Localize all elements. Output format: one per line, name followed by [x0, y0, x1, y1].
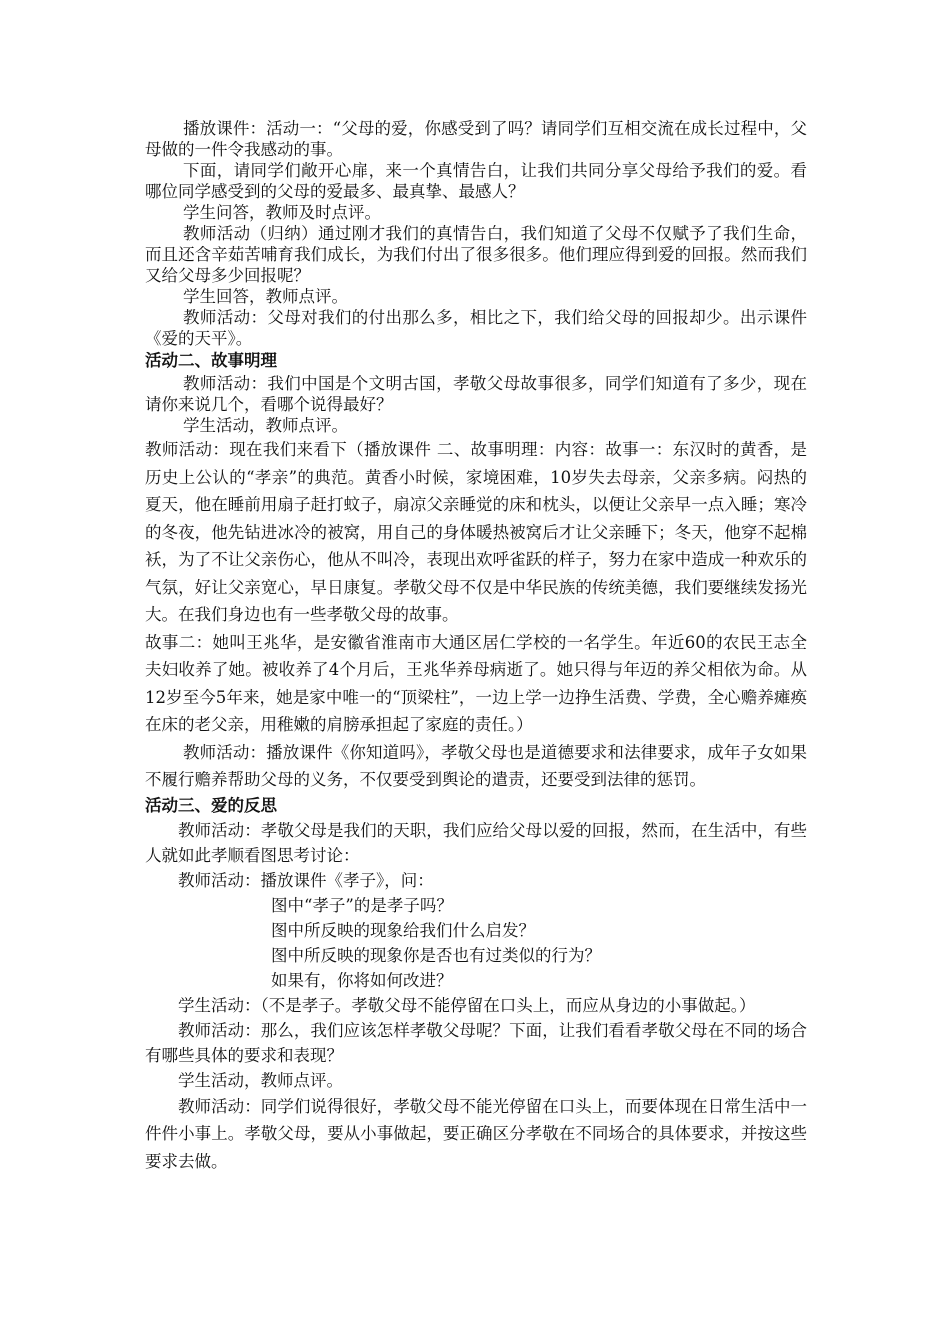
paragraph-story-one: 教师活动：现在我们来看下（播放课件 二、故事明理：内容：故事一：东汉时的黄香，是历史上公认的“孝亲”的典范。黄香小时候，家境困难，10岁失去母亲，父亲多病。闷热的夏天，他在睡前用扇子赶打蚊子，扇凉父亲睡觉的床和枕头，以便让父亲早一点入睡；寒冷的冬夜，他先钻进冰冷的被窝，用自己的身体暖热被窝后才让父亲睡下；冬天，他穿不起棉袄，为了不让父亲伤心，他从不叫冷，表现出欢呼雀跃的样子，努力在家中造成一种欢乐的气氛，好让父亲宽心，早日康复。孝敬父母不仅是中华民族的传统美德，我们要继续发扬光大。在我们身边也有一些孝敬父母的故事。	[145, 440, 807, 624]
paragraph-filial-stories-intro: 教师活动：我们中国是个文明古国，孝敬父母故事很多，同学们知道有了多少，现在请你来说几个，看哪个说得最好？	[145, 374, 807, 414]
paragraph-filial-son-courseware: 教师活动：播放课件《孝子》，问：	[178, 870, 434, 890]
paragraph-final-summary: 教师活动：同学们说得很好，孝敬父母不能光停留在口头上，而要体现在日常生活中一件件小事上。孝敬父母，要从小事做起，要正确区分孝敬在不同场合的具体要求，并按这些要求去做。	[145, 1096, 807, 1171]
paragraph-do-you-know: 教师活动：播放课件《你知道吗》，孝敬父母也是道德要求和法律要求，成年子女如果不履行赡养帮助父母的义务，不仅要受到舆论的遣责，还要受到法律的惩罚。	[145, 742, 807, 789]
paragraph-reflection-intro: 教师活动：孝敬父母是我们的天职，我们应给父母以爱的回报，然而，在生活中，有些人就如此孝顺看图思考讨论：	[145, 820, 807, 865]
paragraph-student-activity: 学生活动，教师点评。	[182, 416, 348, 435]
paragraph-story-two: 故事二：她叫王兆华，是安徽省淮南市大通区居仁学校的一名学生。年近60的农民王志全夫妇收养了她。被收养了4个月后，王兆华养母病逝了。她只得与年迈的养父相依为命。从12岁至今5年来，她是家中唯一的“顶梁柱”，一边上学一边挣生活费、学费，全心赡养瘫痪在床的老父亲，用稚嫩的肩膀承担起了家庭的责任。）	[145, 632, 807, 734]
paragraph-student-conclusion: 学生活动：（不是孝子。孝敬父母不能停留在口头上，而应从身边的小事做起。）	[178, 995, 756, 1015]
question-item: 图中所反映的现象给我们什么启发？	[271, 920, 535, 940]
question-item: 如果有，你将如何改进？	[271, 970, 453, 990]
section-heading-activity-two: 活动二、故事明理	[145, 351, 277, 370]
question-item: 图中所反映的现象你是否也有过类似的行为？	[271, 945, 601, 965]
paragraph-courseware-activity-one: 播放课件：活动一：“父母的爱，你感受到了吗？请同学们互相交流在成长过程中，父母做的一件令我感动的事。	[145, 119, 807, 159]
section-heading-activity-three: 活动三、爱的反思	[145, 795, 277, 815]
paragraph-balance-of-love: 教师活动：父母对我们的付出那么多，相比之下，我们给父母的回报却少。出示课件《爱的天平》。	[145, 308, 807, 348]
question-item: 图中“孝子”的是孝子吗？	[271, 895, 453, 915]
paragraph-how-to-respect-parents: 教师活动：那么，我们应该怎样孝敬父母呢？下面，让我们看看孝敬父母在不同的场合有哪些具体的要求和表现？	[145, 1020, 807, 1065]
paragraph-teacher-summary: 教师活动（归纳）通过刚才我们的真情告白，我们知道了父母不仅赋予了我们生命，而且还含辛茹苦哺育我们成长，为我们付出了很多很多。他们理应得到爱的回报。然而我们又给父母多少回报呢？	[145, 224, 807, 285]
paragraph-heart-confession: 下面，请同学们敞开心扉，来一个真情告白，让我们共同分享父母给予我们的爱。看哪位同学感受到的父母的爱最多、最真挚、最感人？	[145, 161, 807, 201]
paragraph-student-reply: 学生回答，教师点评。	[182, 287, 348, 306]
paragraph-student-answer: 学生问答，教师及时点评。	[182, 203, 381, 222]
paragraph-student-activity-two: 学生活动，教师点评。	[178, 1070, 343, 1090]
document-page	[145, 118, 807, 1175]
